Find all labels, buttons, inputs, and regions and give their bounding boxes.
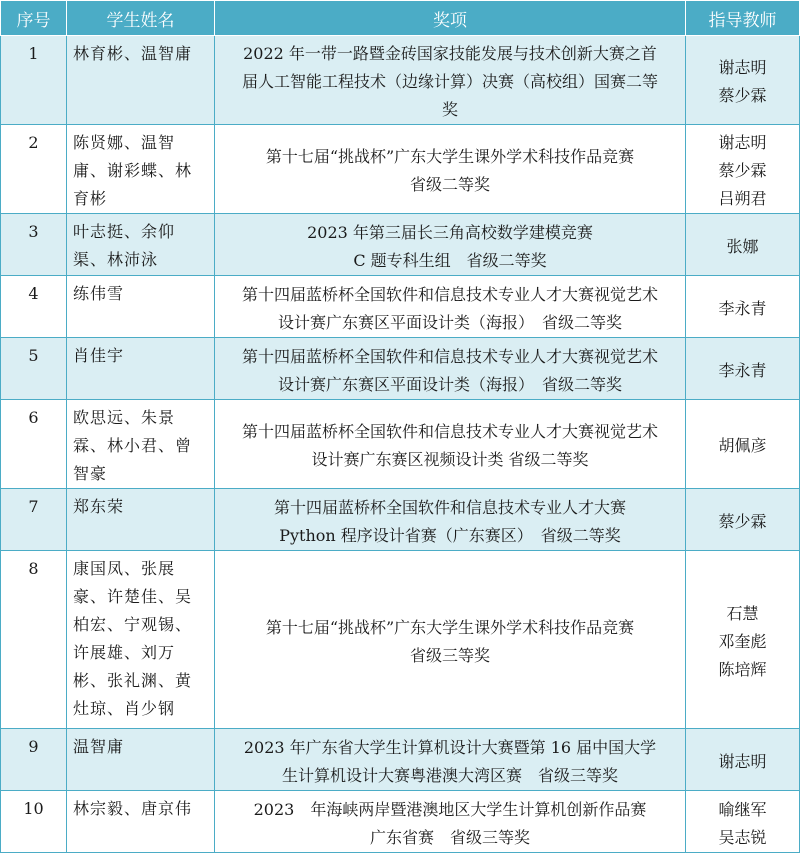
table-row: [1, 214, 800, 276]
row-number: 9: [1, 729, 67, 791]
teacher-names: 石慧 邓奎彪 陈培辉: [686, 551, 800, 729]
table-row: [1, 551, 800, 729]
award-text: 2023 年广东省大学生计算机设计大赛暨第 16 届中国大学生计算机设计大赛粤港澳大湾区赛 省级三等奖: [215, 729, 686, 791]
header-no: 序号: [1, 1, 67, 36]
table-row: [1, 125, 800, 214]
row-number: 2: [1, 125, 67, 214]
teacher-names: 谢志明 蔡少霖: [686, 36, 800, 125]
student-names: 康国凤、张展豪、许楚佳、吴柏宏、宁观锡、许展雄、刘万彬、张礼渊、黄灶琼、肖少钢: [67, 551, 215, 729]
teacher-names: 喻继军 吴志锐: [686, 791, 800, 853]
student-names: 林宗毅、唐京伟: [67, 791, 215, 853]
row-number: 8: [1, 551, 67, 729]
row-number: 7: [1, 489, 67, 551]
row-number: 10: [1, 791, 67, 853]
table-row: [1, 489, 800, 551]
student-names: 温智庸: [67, 729, 215, 791]
teacher-names: 李永青: [686, 276, 800, 338]
award-text: 2023 年海峡两岸暨港澳地区大学生计算机创新作品赛 广东省赛 省级三等奖: [215, 791, 686, 853]
row-number: 5: [1, 338, 67, 400]
award-text: 第十七届“挑战杯”广东大学生课外学术科技作品竞赛 省级三等奖: [215, 551, 686, 729]
table-row: [1, 400, 800, 489]
student-names: 郑东荣: [67, 489, 215, 551]
row-number: 1: [1, 36, 67, 125]
student-names: 陈贤娜、温智庸、谢彩蝶、林育彬: [67, 125, 215, 214]
teacher-names: 谢志明 蔡少霖 吕朔君: [686, 125, 800, 214]
row-number: 6: [1, 400, 67, 489]
table-row: [1, 276, 800, 338]
table-row: [1, 36, 800, 125]
teacher-names: 蔡少霖: [686, 489, 800, 551]
student-names: 肖佳宇: [67, 338, 215, 400]
student-names: 练伟雪: [67, 276, 215, 338]
award-text: 第十四届蓝桥杯全国软件和信息技术专业人才大赛视觉艺术设计赛广东赛区平面设计类（海报） 省级二等奖: [215, 338, 686, 400]
award-text: 2022 年一带一路暨金砖国家技能发展与技术创新大赛之首届人工智能工程技术（边缘计算）决赛（高校组）国赛二等奖: [215, 36, 686, 125]
teacher-names: 张娜: [686, 214, 800, 276]
table-row: [1, 729, 800, 791]
row-number: 4: [1, 276, 67, 338]
teacher-names: 谢志明: [686, 729, 800, 791]
header-students: 学生姓名: [67, 1, 215, 36]
award-text: 2023 年第三届长三角高校数学建模竞赛 C 题专科生组 省级二等奖: [215, 214, 686, 276]
teacher-names: 李永青: [686, 338, 800, 400]
award-text: 第十四届蓝桥杯全国软件和信息技术专业人才大赛 Python 程序设计省赛（广东赛区） 省级二等奖: [215, 489, 686, 551]
header-teacher: 指导教师: [686, 1, 800, 36]
table-row: [1, 791, 800, 853]
row-number: 3: [1, 214, 67, 276]
student-names: 林育彬、温智庸: [67, 36, 215, 125]
award-text: 第十四届蓝桥杯全国软件和信息技术专业人才大赛视觉艺术设计赛广东赛区平面设计类（海报） 省级二等奖: [215, 276, 686, 338]
header-award: 奖项: [215, 1, 686, 36]
table-row: [1, 338, 800, 400]
award-text: 第十四届蓝桥杯全国软件和信息技术专业人才大赛视觉艺术设计赛广东赛区视频设计类 省级二等奖: [215, 400, 686, 489]
teacher-names: 胡佩彦: [686, 400, 800, 489]
table-header-row: [1, 1, 800, 36]
award-text: 第十七届“挑战杯”广东大学生课外学术科技作品竞赛 省级二等奖: [215, 125, 686, 214]
student-names: 叶志挺、余仰渠、林沛泳: [67, 214, 215, 276]
student-names: 欧思远、朱景霖、林小君、曾智豪: [67, 400, 215, 489]
